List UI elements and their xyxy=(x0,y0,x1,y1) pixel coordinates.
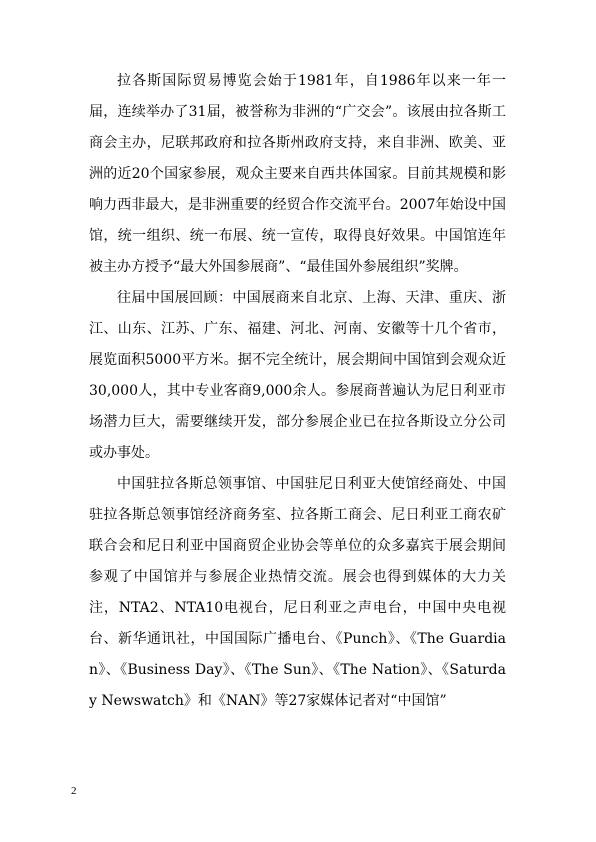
paragraph-expo-history: 拉各斯国际贸易博览会始于1981年，自1986年以来一年一届，连续举办了31届，被誉称为非洲的“广交会”。该展由拉各斯工商会主办，尼联邦政府和拉各斯州政府支持，来自非洲、欧美、亚洲的近20个国家参展，观众主要来自西共体国家。目前其规模和影响力西非最大，是非洲重要的经贸合作交流平台。2007年始设中国馆，统一组织、统一布展、统一宣传，取得良好效果。中国馆连年被主办方授予“最大外国参展商”、“最佳国外参展组织”奖牌。 xyxy=(89,73,506,275)
body-text xyxy=(89,66,506,717)
paragraph-past-exhibition-review: 往届中国展回顾：中国展商来自北京、上海、天津、重庆、浙江、山东、江苏、广东、福建、河北、河南、安徽等十几个省市，展览面积5000平方米。据不完全统计，展会期间中国馆到会观众近30,000人，其中专业客商9,000余人。参展商普遍认为尼日利亚市场潜力巨大，需要继续开发，部分参展企业已在拉各斯设立分公司或办事处。 xyxy=(89,290,506,461)
page-number: 2 xyxy=(71,785,77,797)
paragraph-guests-and-media: 中国驻拉各斯总领事馆、中国驻尼日利亚大使馆经商处、中国驻拉各斯总领事馆经济商务室、拉各斯工商会、尼日利亚工商农矿联合会和尼日利亚中国商贸企业协会等单位的众多嘉宾于展会期间参观了中国馆并与参展企业热情交流。展会也得到媒体的大力关注，NTA2、NTA10电视台，尼日利亚之声电台，中国中央电视台、新华通讯社，中国国际广播电台、《Punch》、《The Guardian》、《Business Day》、《The Sun》、《The Nation》、《Saturday Newswatch》和《NAN》等27家媒体记者对“中国馆” xyxy=(89,476,506,709)
